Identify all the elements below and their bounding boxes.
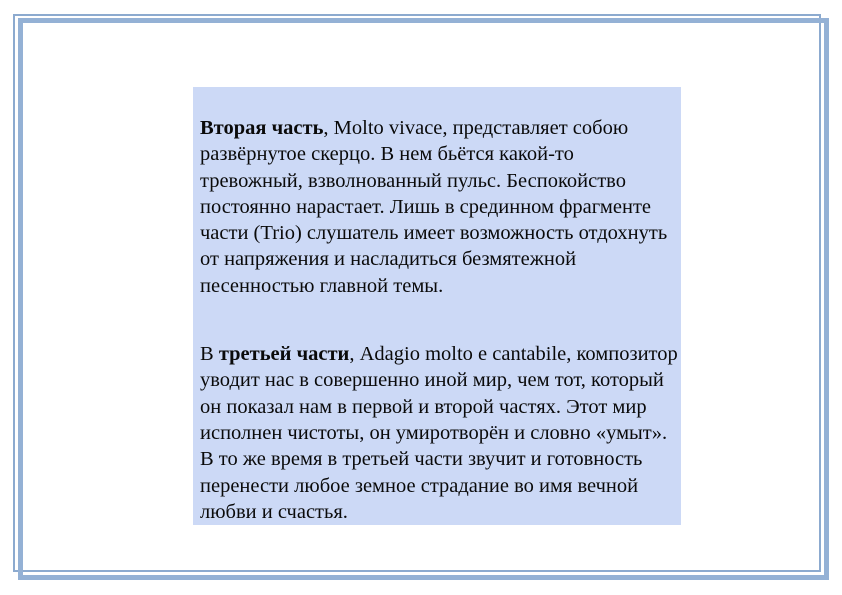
paragraph <box>200 341 680 525</box>
content-textbox <box>193 87 681 525</box>
text-run: В <box>200 343 219 366</box>
text-run: , Adagio molto e cantabile, композитор уводит нас в совершенно иной мир, чем тот, который он показал нам в первой и второй частях. Этот мир исполнен чистоты, он умиротворён и словно «умыт». В то же время в третьей части звучит и готовность перенести любое земное страдание во имя вечной любви и счастья. <box>200 343 678 523</box>
text-run: , Molto vivace, представляет собою развёрнутое скерцо. В нем бьётся какой-то тревожный, взволнованный пульс. Беспокойство постоянно нарастает. Лишь в срединном фрагменте части (Trio) слушатель имеет возможность отдохнуть от напряжения и насладиться безмятежной песенностью главной темы. <box>200 117 668 297</box>
bold-text-run: Вторая часть <box>200 117 324 139</box>
paragraph <box>200 115 680 299</box>
bold-text-run: третьей части <box>218 343 350 366</box>
